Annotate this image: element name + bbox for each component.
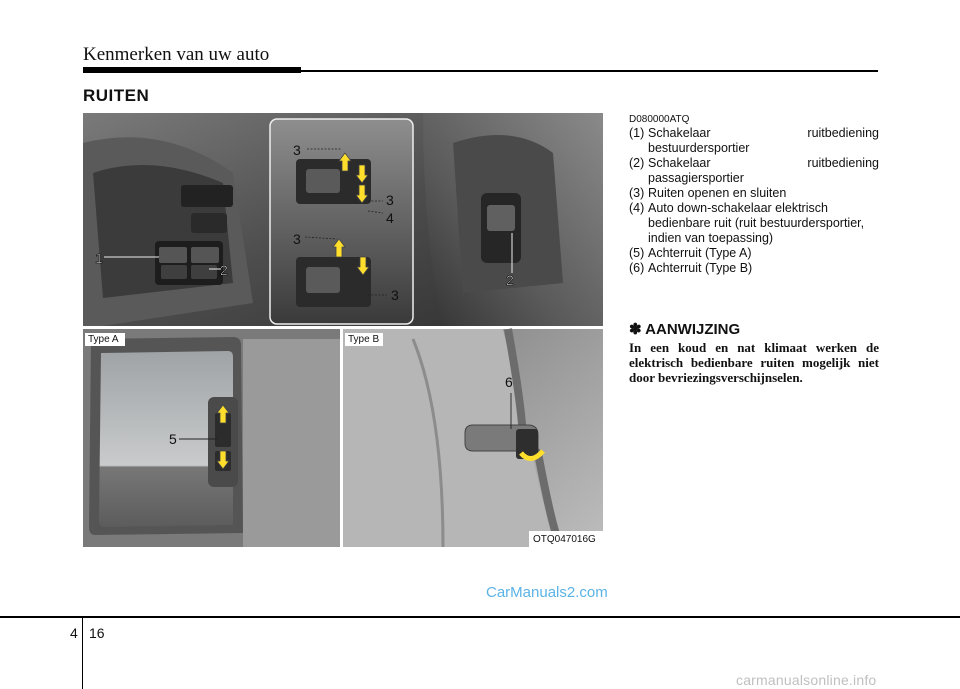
type-a-label: Type A (88, 334, 119, 345)
svg-text:3: 3 (293, 142, 301, 158)
header-rule (83, 70, 878, 72)
svg-text:3: 3 (386, 192, 394, 208)
svg-text:3: 3 (293, 231, 301, 247)
watermark-link[interactable]: CarManuals2.com (486, 584, 608, 601)
section-title: RUITEN (83, 86, 150, 105)
window-switches-figure (83, 113, 603, 547)
chapter-number: 4 (70, 625, 78, 641)
brand-watermark: carmanualsonline.info (736, 672, 877, 688)
page-header-title: Kenmerken van uw auto (83, 44, 270, 65)
svg-text:2: 2 (220, 262, 228, 278)
list-item: (3) Ruiten openen en sluiten (629, 186, 787, 200)
type-b-label: Type B (348, 334, 380, 345)
page-number: 16 (89, 625, 105, 641)
note-title: ✽ AANWIJZING (629, 321, 741, 338)
footer-separator (82, 618, 83, 689)
list-item: (5) Achterruit (Type A) (629, 246, 752, 260)
svg-text:6: 6 (505, 374, 513, 390)
footer-rule (0, 616, 960, 618)
svg-text:2: 2 (506, 272, 514, 288)
svg-text:1: 1 (95, 250, 103, 266)
svg-text:3: 3 (391, 287, 399, 303)
list-item: (4) Auto down-schakelaar elektrisch bedienbare ruit (ruit bestuurdersportier, indien van toepassing) (629, 201, 865, 245)
figure-code: OTQ047016G (533, 534, 596, 545)
svg-text:4: 4 (386, 210, 394, 226)
note-body: In een koud en nat klimaat werken de elektrisch bedienbare ruiten mogelijk niet door bevriezingsverschijnselen. (629, 340, 879, 385)
svg-text:5: 5 (169, 431, 177, 447)
list-item: (6) Achterruit (Type B) (629, 261, 753, 275)
legend-list (629, 126, 879, 276)
list-item: (1) Schakelaar ruitbediening bestuurdersportier (629, 126, 879, 155)
list-item: (2) Schakelaar ruitbediening passagiersportier (629, 156, 879, 185)
document-code: D080000ATQ (629, 114, 690, 125)
